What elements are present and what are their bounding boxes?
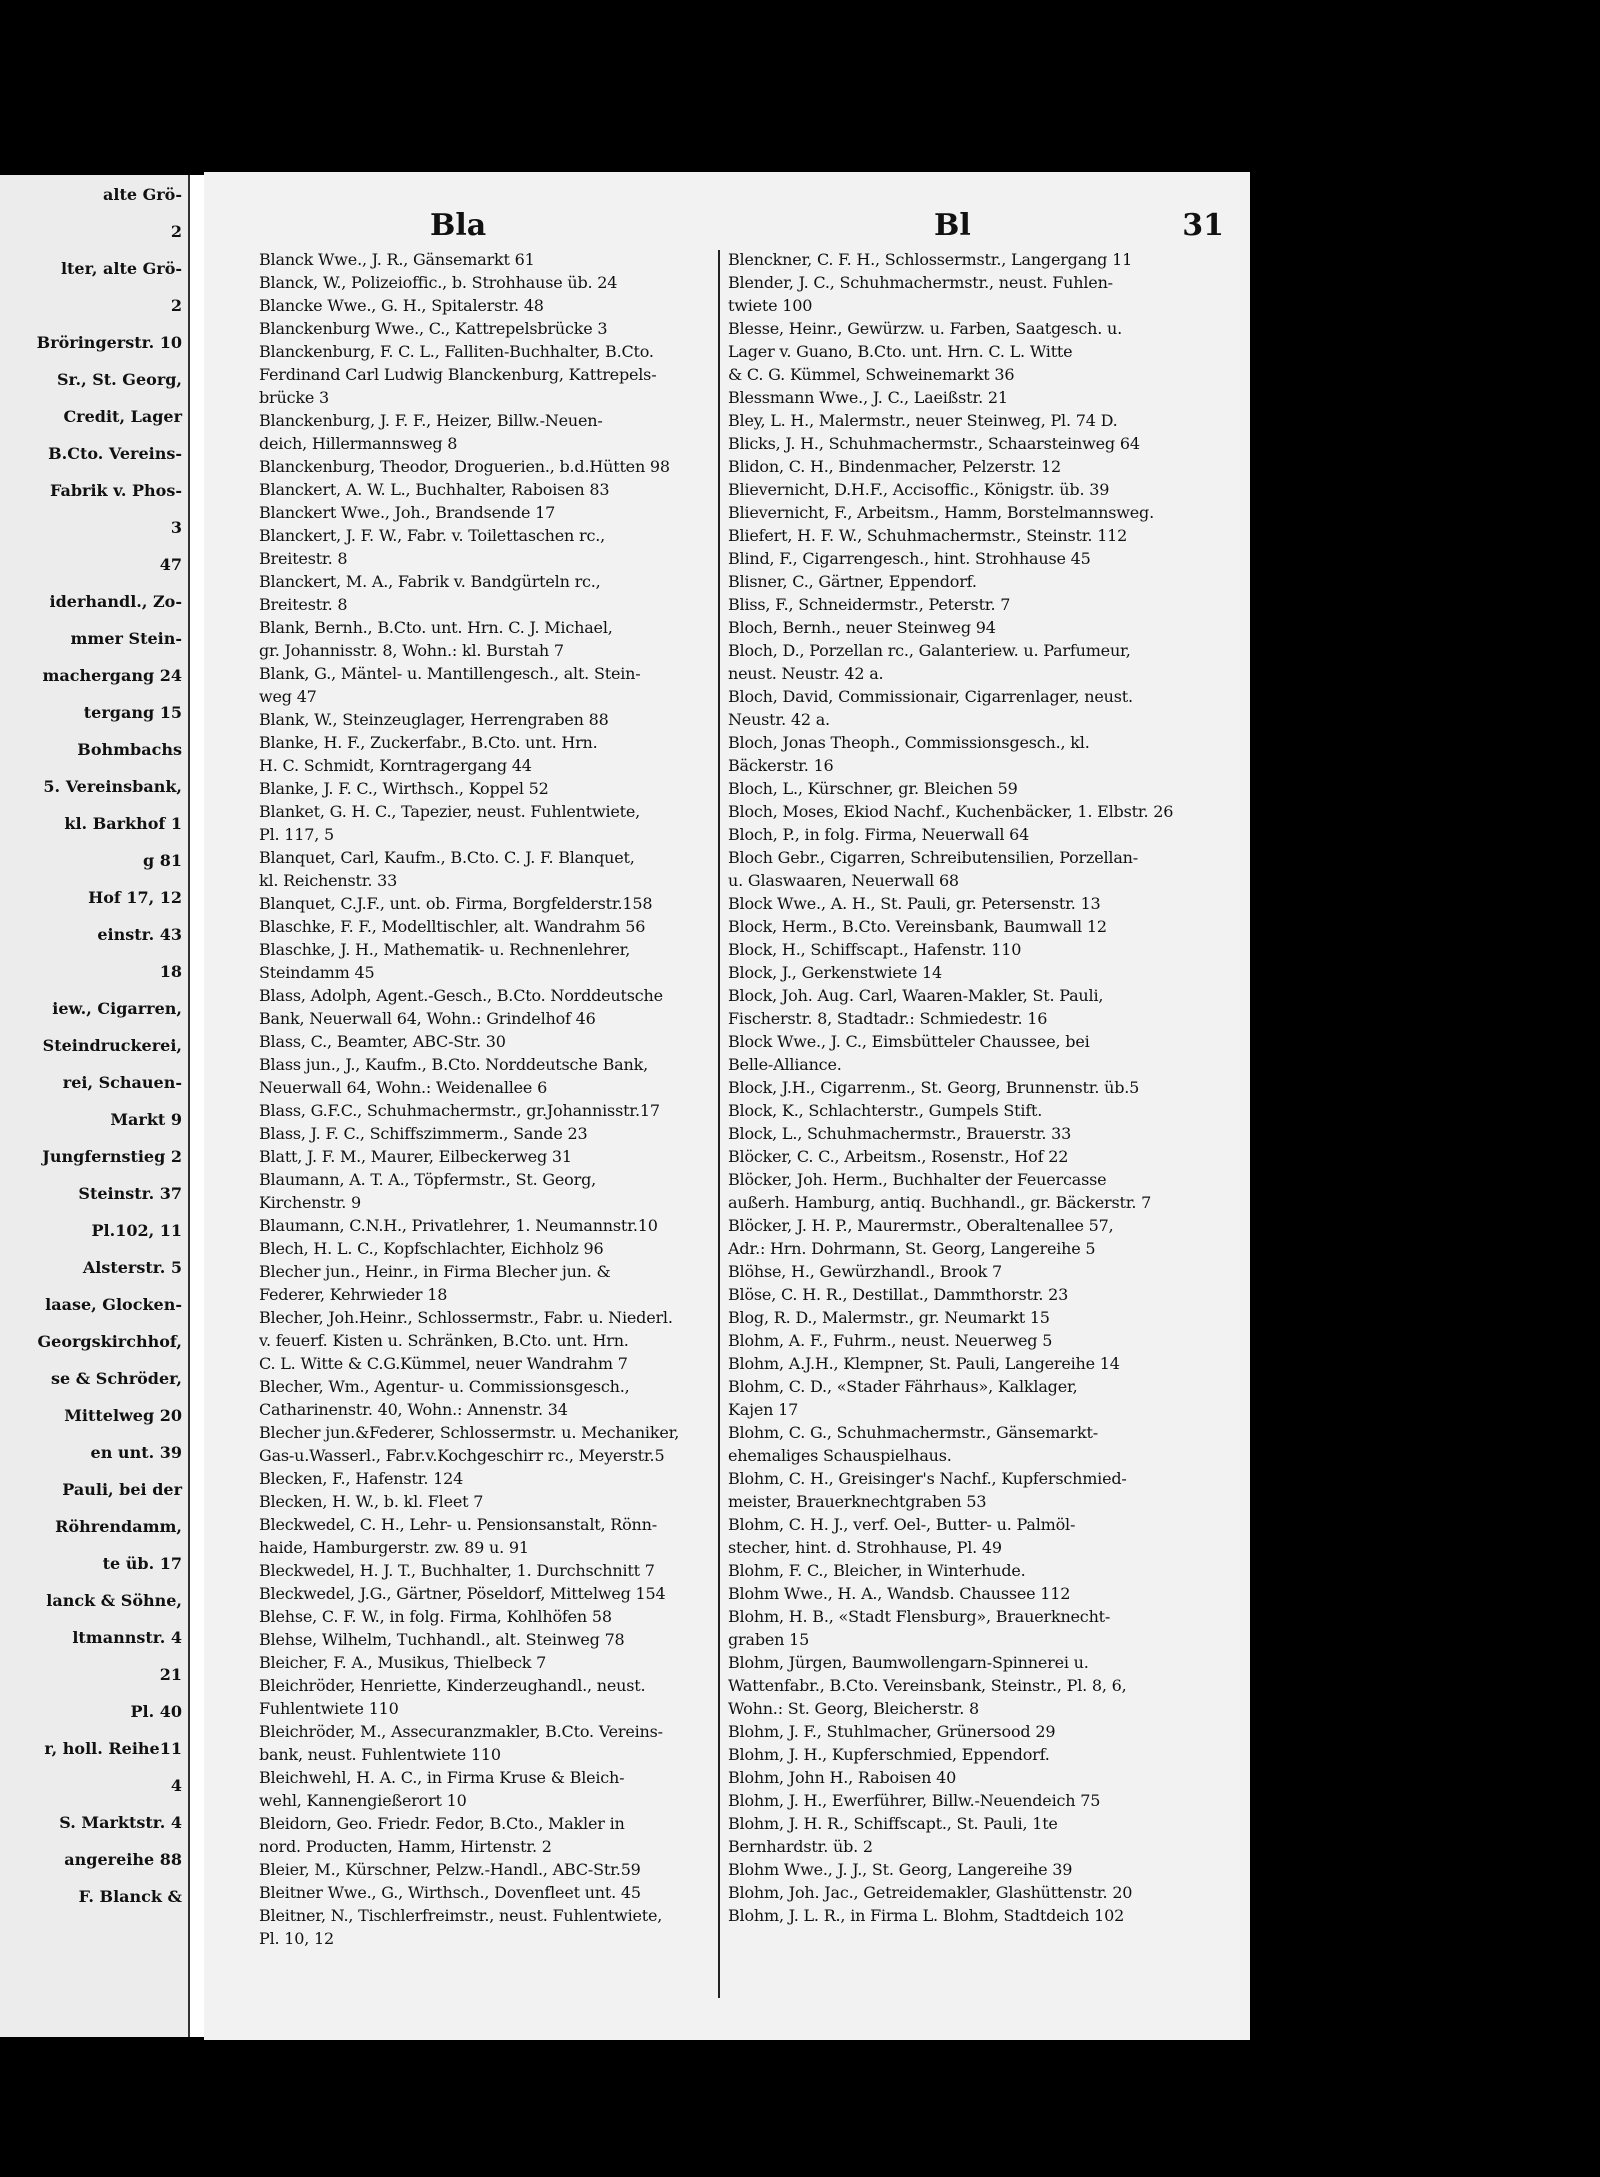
directory-entry: Blank, W., Steinzeuglager, Herrengraben 88 xyxy=(259,710,609,729)
left-page-text-fragment: 2 xyxy=(170,296,182,315)
directory-entry: Catharinenstr. 40, Wohn.: Annenstr. 34 xyxy=(259,1400,568,1419)
directory-entry: Blenckner, C. F. H., Schlossermstr., Langergang 11 xyxy=(728,250,1133,269)
left-column xyxy=(259,248,729,2012)
left-page-text-fragment: te üb. 17 xyxy=(102,1554,182,1573)
directory-entry: Wattenfabr., B.Cto. Vereinsbank, Steinstr., Pl. 8, 6, xyxy=(728,1676,1127,1695)
left-page-text-fragment: ltmannstr. 4 xyxy=(72,1628,182,1647)
directory-entry: graben 15 xyxy=(728,1630,810,1649)
directory-entry: Blanckert, M. A., Fabrik v. Bandgürteln rc., xyxy=(259,572,601,591)
left-page-text-fragment: laase, Glocken- xyxy=(45,1295,182,1314)
left-page-text-fragment: einstr. 43 xyxy=(97,925,182,944)
directory-entry: Blievernicht, D.H.F., Accisoffic., Königstr. üb. 39 xyxy=(728,480,1110,499)
left-page-text-fragment: S. Marktstr. 4 xyxy=(59,1813,182,1832)
directory-entry: Gas-u.Wasserl., Fabr.v.Kochgeschirr rc., Meyerstr.5 xyxy=(259,1446,665,1465)
directory-entry: Bloch, Bernh., neuer Steinweg 94 xyxy=(728,618,996,637)
directory-entry: kl. Reichenstr. 33 xyxy=(259,871,398,890)
directory-entry: Blohm, H. B., «Stadt Flensburg», Brauerknecht- xyxy=(728,1607,1111,1626)
directory-entry: bank, neust. Fuhlentwiete 110 xyxy=(259,1745,501,1764)
directory-entry: Bleckwedel, H. J. T., Buchhalter, 1. Durchschnitt 7 xyxy=(259,1561,655,1580)
directory-entry: Bloch, David, Commissionair, Cigarrenlager, neust. xyxy=(728,687,1133,706)
directory-entry: Blaumann, A. T. A., Töpfermstr., St. Georg, xyxy=(259,1170,596,1189)
left-page-text-fragment: tergang 15 xyxy=(83,703,182,722)
directory-entry: Block, K., Schlachterstr., Gumpels Stift. xyxy=(728,1101,1043,1120)
directory-entry: Blievernicht, F., Arbeitsm., Hamm, Borstelmannsweg. xyxy=(728,503,1154,522)
directory-entry: Blohm, F. C., Bleicher, in Winterhude. xyxy=(728,1561,1026,1580)
directory-entry: Blohm Wwe., J. J., St. Georg, Langereihe 39 xyxy=(728,1860,1073,1879)
directory-entry: Blech, H. L. C., Kopfschlachter, Eichholz 96 xyxy=(259,1239,604,1258)
directory-entry: Blohm, J. F., Stuhlmacher, Grünersood 29 xyxy=(728,1722,1056,1741)
left-page-text-fragment: F. Blanck & xyxy=(78,1887,182,1906)
directory-entry: Blohm, J. H., Ewerführer, Billw.-Neuendeich 75 xyxy=(728,1791,1101,1810)
directory-entry: Block Wwe., A. H., St. Pauli, gr. Petersenstr. 13 xyxy=(728,894,1101,913)
directory-entry: Bleier, M., Kürschner, Pelzw.-Handl., ABC-Str.59 xyxy=(259,1860,641,1879)
directory-entry: Blass, C., Beamter, ABC-Str. 30 xyxy=(259,1032,506,1051)
left-page-text-fragment: Fabrik v. Phos- xyxy=(49,481,182,500)
directory-entry: Fischerstr. 8, Stadtadr.: Schmiedestr. 16 xyxy=(728,1009,1048,1028)
scan-bottom-border xyxy=(0,2040,1600,2177)
left-page-text-fragment: 18 xyxy=(159,962,182,981)
right-column xyxy=(728,248,1198,2012)
directory-entry: Blanquet, C.J.F., unt. ob. Firma, Borgfelderstr.158 xyxy=(259,894,653,913)
left-page-text-fragment: r, holl. Reihe11 xyxy=(44,1739,182,1758)
directory-entry: Federer, Kehrwieder 18 xyxy=(259,1285,448,1304)
left-page-text-fragment: iew., Cigarren, xyxy=(52,999,182,1018)
directory-entry: Bloch, D., Porzellan rc., Galanteriew. u. Parfumeur, xyxy=(728,641,1131,660)
directory-entry: Blicks, J. H., Schuhmachermstr., Schaarsteinweg 64 xyxy=(728,434,1140,453)
directory-entry: ehemaliges Schauspielhaus. xyxy=(728,1446,952,1465)
directory-entry: Blecken, F., Hafenstr. 124 xyxy=(259,1469,464,1488)
directory-entry: nord. Producten, Hamm, Hirtenstr. 2 xyxy=(259,1837,552,1856)
left-page-text-fragment: 3 xyxy=(170,518,182,537)
left-page-text-fragment: lter, alte Grö- xyxy=(60,259,182,278)
directory-entry: Neustr. 42 a. xyxy=(728,710,830,729)
directory-entry: Blöhse, H., Gewürzhandl., Brook 7 xyxy=(728,1262,1003,1281)
left-page-text-fragment: Steindruckerei, xyxy=(42,1036,182,1055)
directory-entry: Blass, J. F. C., Schiffszimmerm., Sande 23 xyxy=(259,1124,588,1143)
directory-entry: twiete 100 xyxy=(728,296,813,315)
directory-entry: Blanckert, J. F. W., Fabr. v. Toilettaschen rc., xyxy=(259,526,605,545)
directory-entry: Block, L., Schuhmachermstr., Brauerstr. 33 xyxy=(728,1124,1072,1143)
directory-entry: Bleidorn, Geo. Friedr. Fedor, B.Cto., Makler in xyxy=(259,1814,625,1833)
directory-entry: Bloch, P., in folg. Firma, Neuerwall 64 xyxy=(728,825,1030,844)
directory-entry: Blohm, J. H., Kupferschmied, Eppendorf. xyxy=(728,1745,1050,1764)
directory-entry: Belle-Alliance. xyxy=(728,1055,842,1074)
directory-entry: Bank, Neuerwall 64, Wohn.: Grindelhof 46 xyxy=(259,1009,596,1028)
directory-entry: Bleicher, F. A., Musikus, Thielbeck 7 xyxy=(259,1653,547,1672)
directory-entry: Blank, G., Mäntel- u. Mantillengesch., alt. Stein- xyxy=(259,664,641,683)
directory-entry: Blohm, John H., Raboisen 40 xyxy=(728,1768,957,1787)
directory-entry: Bloch Gebr., Cigarren, Schreibutensilien, Porzellan- xyxy=(728,848,1138,867)
directory-entry: Bliefert, H. F. W., Schuhmachermstr., Steinstr. 112 xyxy=(728,526,1128,545)
directory-entry: Bloch, Jonas Theoph., Commissionsgesch., kl. xyxy=(728,733,1090,752)
directory-entry: stecher, hint. d. Strohhause, Pl. 49 xyxy=(728,1538,1002,1557)
left-page-text-fragment: 21 xyxy=(159,1665,182,1684)
directory-entry: Blohm, Joh. Jac., Getreidemakler, Glashüttenstr. 20 xyxy=(728,1883,1133,1902)
directory-entry: Bernhardstr. üb. 2 xyxy=(728,1837,873,1856)
left-page-text-fragment: 4 xyxy=(170,1776,182,1795)
directory-page xyxy=(204,172,1250,2042)
directory-entry: Bleckwedel, J.G., Gärtner, Pöseldorf, Mittelweg 154 xyxy=(259,1584,666,1603)
directory-entry: außerh. Hamburg, antiq. Buchhandl., gr. Bäckerstr. 7 xyxy=(728,1193,1152,1212)
left-page-text-fragment: angereihe 88 xyxy=(64,1850,182,1869)
directory-entry: Bleichröder, Henriette, Kinderzeughandl., neust. xyxy=(259,1676,646,1695)
left-page-fragment xyxy=(0,175,188,2037)
left-page-text-fragment: 5. Vereinsbank, xyxy=(43,777,182,796)
directory-entry: Blohm, C. H. J., verf. Oel-, Butter- u. Palmöl- xyxy=(728,1515,1076,1534)
directory-entry: Breitestr. 8 xyxy=(259,595,348,614)
left-page-text-fragment: Alsterstr. 5 xyxy=(82,1258,182,1277)
left-page-text-fragment: Pl.102, 11 xyxy=(91,1221,182,1240)
directory-entry: Bliss, F., Schneidermstr., Peterstr. 7 xyxy=(728,595,1011,614)
left-page-text-fragment: Bohmbachs xyxy=(77,740,182,759)
directory-entry: Block, J.H., Cigarrenm., St. Georg, Brunnenstr. üb.5 xyxy=(728,1078,1140,1097)
header-mid-title: Bl xyxy=(934,208,971,243)
directory-entry: Bley, L. H., Malermstr., neuer Steinweg, Pl. 74 D. xyxy=(728,411,1118,430)
directory-entry: Bleichwehl, H. A. C., in Firma Kruse & Bleich- xyxy=(259,1768,625,1787)
directory-entry: Block, Herm., B.Cto. Vereinsbank, Baumwall 12 xyxy=(728,917,1107,936)
left-page-text-fragment: kl. Barkhof 1 xyxy=(64,814,182,833)
directory-entry: Blehse, Wilhelm, Tuchhandl., alt. Steinweg 78 xyxy=(259,1630,625,1649)
directory-entry: Bleckwedel, C. H., Lehr- u. Pensionsanstalt, Rönn- xyxy=(259,1515,657,1534)
directory-entry: Block, J., Gerkenstwiete 14 xyxy=(728,963,942,982)
page-header xyxy=(204,208,1250,248)
left-page-text-fragment: Georgskirchhof, xyxy=(37,1332,182,1351)
directory-entry: Blohm Wwe., H. A., Wandsb. Chaussee 112 xyxy=(728,1584,1071,1603)
directory-entry: Kajen 17 xyxy=(728,1400,799,1419)
directory-entry: Blancke Wwe., G. H., Spitalerstr. 48 xyxy=(259,296,544,315)
directory-entry: Pl. 10, 12 xyxy=(259,1929,334,1948)
directory-entry: Bloch, Moses, Ekiod Nachf., Kuchenbäcker, 1. Elbstr. 26 xyxy=(728,802,1174,821)
directory-entry: Blisner, C., Gärtner, Eppendorf. xyxy=(728,572,977,591)
left-page-text-fragment: 2 xyxy=(170,222,182,241)
directory-entry: Lager v. Guano, B.Cto. unt. Hrn. C. L. Witte xyxy=(728,342,1073,361)
directory-entry: Bleitner, N., Tischlerfreimstr., neust. Fuhlentwiete, xyxy=(259,1906,663,1925)
directory-entry: Fuhlentwiete 110 xyxy=(259,1699,399,1718)
directory-entry: Blecken, H. W., b. kl. Fleet 7 xyxy=(259,1492,484,1511)
directory-entry: Ferdinand Carl Ludwig Blanckenburg, Kattrepels- xyxy=(259,365,657,384)
left-page-text-fragment: Credit, Lager xyxy=(63,407,182,426)
directory-entry: Kirchenstr. 9 xyxy=(259,1193,362,1212)
left-page-text-fragment: mmer Stein- xyxy=(70,629,182,648)
directory-entry: Block, Joh. Aug. Carl, Waaren-Makler, St. Pauli, xyxy=(728,986,1104,1005)
directory-entry: Blaschke, J. H., Mathematik- u. Rechnenlehrer, xyxy=(259,940,631,959)
left-page-text-fragment: Bröringerstr. 10 xyxy=(36,333,182,352)
directory-entry: Blass, Adolph, Agent.-Gesch., B.Cto. Norddeutsche xyxy=(259,986,663,1005)
directory-entry: Neuerwall 64, Wohn.: Weidenallee 6 xyxy=(259,1078,548,1097)
directory-entry: Blass, G.F.C., Schuhmachermstr., gr.Johannisstr.17 xyxy=(259,1101,660,1120)
directory-entry: Blind, F., Cigarrengesch., hint. Strohhause 45 xyxy=(728,549,1091,568)
directory-entry: Blecher, Joh.Heinr., Schlossermstr., Fabr. u. Niederl. xyxy=(259,1308,673,1327)
directory-entry: Blog, R. D., Malermstr., gr. Neumarkt 15 xyxy=(728,1308,1050,1327)
directory-entry: Blanck, W., Polizeioffic., b. Strohhause üb. 24 xyxy=(259,273,618,292)
directory-entry: v. feuerf. Kisten u. Schränken, B.Cto. unt. Hrn. xyxy=(259,1331,629,1350)
directory-entry: brücke 3 xyxy=(259,388,329,407)
left-page-text-fragment: Mittelweg 20 xyxy=(64,1406,182,1425)
directory-entry: Blecher jun.&Federer, Schlossermstr. u. Mechaniker, xyxy=(259,1423,680,1442)
directory-entry: Bleichröder, M., Assecuranzmakler, B.Cto. Vereins- xyxy=(259,1722,663,1741)
directory-entry: Steindamm 45 xyxy=(259,963,375,982)
left-page-text-fragment: iderhandl., Zo- xyxy=(49,592,182,611)
directory-entry: Blanket, G. H. C., Tapezier, neust. Fuhlentwiete, xyxy=(259,802,641,821)
left-page-text-fragment: Jungfernstieg 2 xyxy=(42,1147,182,1166)
directory-entry: Blehse, C. F. W., in folg. Firma, Kohlhöfen 58 xyxy=(259,1607,612,1626)
directory-entry: Blohm, C. H., Greisinger's Nachf., Kupferschmied- xyxy=(728,1469,1127,1488)
directory-entry: Bleitner Wwe., G., Wirthsch., Dovenfleet unt. 45 xyxy=(259,1883,641,1902)
directory-entry: Blohm, C. D., «Stader Fährhaus», Kalklager, xyxy=(728,1377,1078,1396)
directory-entry: H. C. Schmidt, Korntragergang 44 xyxy=(259,756,532,775)
directory-entry: Blanckert, A. W. L., Buchhalter, Raboisen 83 xyxy=(259,480,610,499)
directory-entry: Blass jun., J., Kaufm., B.Cto. Norddeutsche Bank, xyxy=(259,1055,648,1074)
directory-entry: Blöse, C. H. R., Destillat., Dammthorstr. 23 xyxy=(728,1285,1069,1304)
directory-entry: Blohm, C. G., Schuhmachermstr., Gänsemarkt- xyxy=(728,1423,1098,1442)
directory-entry: Blecher, Wm., Agentur- u. Commissionsgesch., xyxy=(259,1377,630,1396)
page-number: 31 xyxy=(1182,208,1224,243)
directory-entry: gr. Johannisstr. 8, Wohn.: kl. Burstah 7 xyxy=(259,641,564,660)
directory-entry: Blohm, A.J.H., Klempner, St. Pauli, Langereihe 14 xyxy=(728,1354,1120,1373)
directory-entry: Blaumann, C.N.H., Privatlehrer, 1. Neumannstr.10 xyxy=(259,1216,658,1235)
left-page-text-fragment: Steinstr. 37 xyxy=(78,1184,182,1203)
left-page-text-fragment: Röhrendamm, xyxy=(55,1517,182,1536)
directory-entry: Blecher jun., Heinr., in Firma Blecher jun. & xyxy=(259,1262,611,1281)
directory-entry: neust. Neustr. 42 a. xyxy=(728,664,884,683)
directory-entry: Blöcker, J. H. P., Maurermstr., Oberaltenallee 57, xyxy=(728,1216,1114,1235)
column-divider xyxy=(718,250,720,1998)
directory-entry: Blanckenburg, F. C. L., Falliten-Buchhalter, B.Cto. xyxy=(259,342,654,361)
directory-entry: Blank, Bernh., B.Cto. unt. Hrn. C. J. Michael, xyxy=(259,618,613,637)
left-page-text-fragment: Pauli, bei der xyxy=(62,1480,182,1499)
directory-entry: Blanckenburg Wwe., C., Kattrepelsbrücke 3 xyxy=(259,319,608,338)
left-page-text-fragment: lanck & Söhne, xyxy=(46,1591,182,1610)
header-left-title: Bla xyxy=(430,208,487,243)
directory-entry: Blesse, Heinr., Gewürzw. u. Farben, Saatgesch. u. xyxy=(728,319,1122,338)
directory-entry: Breitestr. 8 xyxy=(259,549,348,568)
directory-entry: Blanckert Wwe., Joh., Brandsende 17 xyxy=(259,503,556,522)
directory-entry: weg 47 xyxy=(259,687,317,706)
left-page-text-fragment: se & Schröder, xyxy=(50,1369,182,1388)
directory-entry: Blanckenburg, Theodor, Droguerien., b.d.Hütten 98 xyxy=(259,457,670,476)
left-page-text-fragment: 47 xyxy=(159,555,182,574)
directory-entry: Wohn.: St. Georg, Bleicherstr. 8 xyxy=(728,1699,979,1718)
directory-entry: Blanckenburg, J. F. F., Heizer, Billw.-Neuen- xyxy=(259,411,603,430)
directory-entry: Blender, J. C., Schuhmachermstr., neust. Fuhlen- xyxy=(728,273,1113,292)
directory-entry: C. L. Witte & C.G.Kümmel, neuer Wandrahm 7 xyxy=(259,1354,628,1373)
directory-entry: Bäckerstr. 16 xyxy=(728,756,834,775)
directory-entry: Blanquet, Carl, Kaufm., B.Cto. C. J. F. Blanquet, xyxy=(259,848,635,867)
directory-entry: Blanke, J. F. C., Wirthsch., Koppel 52 xyxy=(259,779,549,798)
directory-entry: Blohm, Jürgen, Baumwollengarn-Spinnerei u. xyxy=(728,1653,1089,1672)
directory-entry: Blessmann Wwe., J. C., Laeißstr. 21 xyxy=(728,388,1008,407)
left-page-text-fragment: Pl. 40 xyxy=(130,1702,182,1721)
left-page-text-fragment: Sr., St. Georg, xyxy=(56,370,182,389)
directory-entry: Blaschke, F. F., Modelltischler, alt. Wandrahm 56 xyxy=(259,917,646,936)
directory-entry: Block, H., Schiffscapt., Hafenstr. 110 xyxy=(728,940,1022,959)
directory-entry: deich, Hillermannsweg 8 xyxy=(259,434,458,453)
left-page-text-fragment: rei, Schauen- xyxy=(62,1073,182,1092)
directory-entry: Blanck Wwe., J. R., Gänsemarkt 61 xyxy=(259,250,535,269)
left-page-text-fragment: g 81 xyxy=(142,851,182,870)
left-page-text-fragment: en unt. 39 xyxy=(90,1443,182,1462)
directory-entry: Blöcker, Joh. Herm., Buchhalter der Feuercasse xyxy=(728,1170,1107,1189)
left-page-text-fragment: Hof 17, 12 xyxy=(88,888,182,907)
directory-entry: haide, Hamburgerstr. zw. 89 u. 91 xyxy=(259,1538,529,1557)
directory-entry: Blidon, C. H., Bindenmacher, Pelzerstr. 12 xyxy=(728,457,1061,476)
directory-entry: u. Glaswaaren, Neuerwall 68 xyxy=(728,871,959,890)
directory-entry: Blohm, A. F., Fuhrm., neust. Neuerweg 5 xyxy=(728,1331,1053,1350)
directory-entry: Pl. 117, 5 xyxy=(259,825,334,844)
directory-entry: wehl, Kannengießerort 10 xyxy=(259,1791,467,1810)
left-page-text-fragment: alte Grö- xyxy=(103,185,182,204)
left-page-text-fragment: B.Cto. Vereins- xyxy=(48,444,182,463)
left-page-text-fragment: Markt 9 xyxy=(110,1110,182,1129)
directory-entry: Adr.: Hrn. Dohrmann, St. Georg, Langereihe 5 xyxy=(728,1239,1096,1258)
left-page-text-fragment: machergang 24 xyxy=(42,666,182,685)
directory-entry: Blatt, J. F. M., Maurer, Eilbeckerweg 31 xyxy=(259,1147,572,1166)
directory-entry: Blanke, H. F., Zuckerfabr., B.Cto. unt. Hrn. xyxy=(259,733,598,752)
directory-entry: meister, Brauerknechtgraben 53 xyxy=(728,1492,987,1511)
directory-entry: Bloch, L., Kürschner, gr. Bleichen 59 xyxy=(728,779,1018,798)
directory-entry: Blohm, J. H. R., Schiffscapt., St. Pauli, 1te xyxy=(728,1814,1058,1833)
directory-entry: Block Wwe., J. C., Eimsbütteler Chaussee, bei xyxy=(728,1032,1090,1051)
directory-entry: Blohm, J. L. R., in Firma L. Blohm, Stadtdeich 102 xyxy=(728,1906,1125,1925)
directory-entry: & C. G. Kümmel, Schweinemarkt 36 xyxy=(728,365,1015,384)
directory-entry: Blöcker, C. C., Arbeitsm., Rosenstr., Hof 22 xyxy=(728,1147,1069,1166)
